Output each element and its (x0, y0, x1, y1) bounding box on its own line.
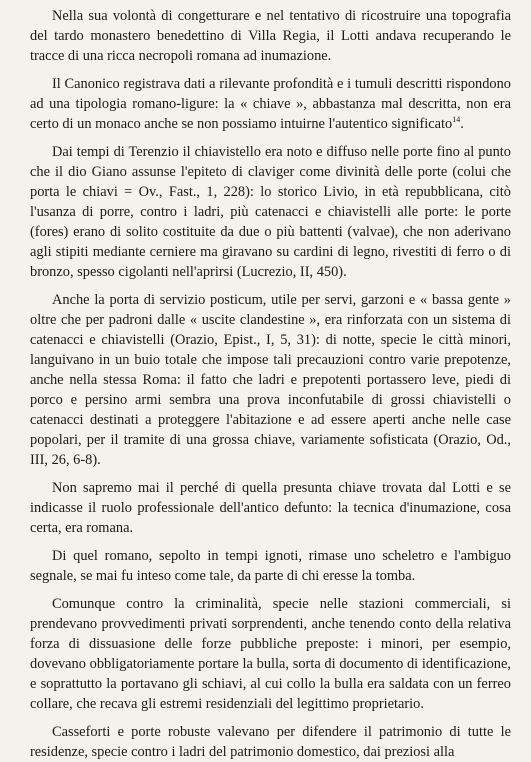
paragraph-7: Comunque contro la criminalità, specie nelle stazioni commerciali, si prendevano provvedimenti privati sorprendenti, anche tenendo conto della relativa forza di dissuasione delle forze pubbliche preposte: i minori, per esempio, dovevano obbligatoriamente portare la bulla, sorta di documento di identificazione, e soprattutto la portavano gli schiavi, al cui collo la bulla era saldata con un ferreo collare, che recava gli estremi residenziali del legittimo proprietario. (30, 596, 511, 712)
paragraph-2: Il Canonico registrava dati a rilevante profondità e i tumuli descritti rispondono ad una tipologia romano-ligure: la « chiave », abbastanza mal descritta, non era certo di un monaco anche se non possiamo intuirne l'autentico significato$^{14}$. (30, 76, 511, 132)
paragraph-8: Casseforti e porte robuste valevano per difendere il patrimonio di tutte le residenze, specie contro i ladri del patrimonio domestico, dai preziosi alla (30, 724, 511, 760)
paragraph-1: Nella sua volontà di congetturare e nel tentativo di ricostruire una topografia del tardo monastero benedettino di Villa Regia, il Lotti andava recuperando le tracce di una ricca necropoli romana ad inumazione. (30, 8, 511, 64)
paragraph-4: Anche la porta di servizio posticum, utile per servi, garzoni e « bassa gente » oltre che per padroni dalle « uscite clandestine », era rinforzata con un sistema di catenacci e chiavistelli (Orazio, Epist., I, 5, 31): di notte, specie le città minori, languivano in un buio totale che impose tali precauzioni contro varie prepotenze, anche nella stessa Roma: il fatto che ladri e prepotenti portassero leve, piedi di porco e persino armi sembra una prova inconfutabile di grossi chiavistelli o catenacci destinati a proteggere l'abitazione e ad essere aperti anche nelle case popolari, per il tramite di una grossa chiave, variamente sofisticata (Orazio, Od., III, 26, 6-8). (30, 292, 511, 468)
paragraph-6: Di quel romano, sepolto in tempi ignoti, rimase uno scheletro e l'ambiguo segnale, se mai fu inteso come tale, da parte di chi eresse la tomba. (30, 548, 511, 584)
paragraph-3: Dai tempi di Terenzio il chiavistello era noto e diffuso nelle porte fino al punto che il dio Giano assunse l'epiteto di claviger come divinità delle porte (colui che porta le chiavi = Ov., Fast., 1, 228): lo storico Livio, in età repubblicana, citò l'usanza di porre, contro i ladri, più catenacci e chiavistelli alle porte: le porte (fores) erano di solito costituite da due o più battenti (valvae), che non aderivano agli stipiti mediante cerniere ma giravano su cardini di legno, rivestiti di ferro o di bronzo, spesso cigolanti nell'aprirsi (Lucrezio, II, 450). (30, 144, 511, 280)
footnote-ref: 14 (452, 115, 461, 125)
paragraph-5: Non sapremo mai il perché di quella presunta chiave trovata dal Lotti e se indicasse il ruolo professionale dell'antico defunto: la tecnica d'inumazione, cosa certa, era romana. (30, 480, 511, 536)
